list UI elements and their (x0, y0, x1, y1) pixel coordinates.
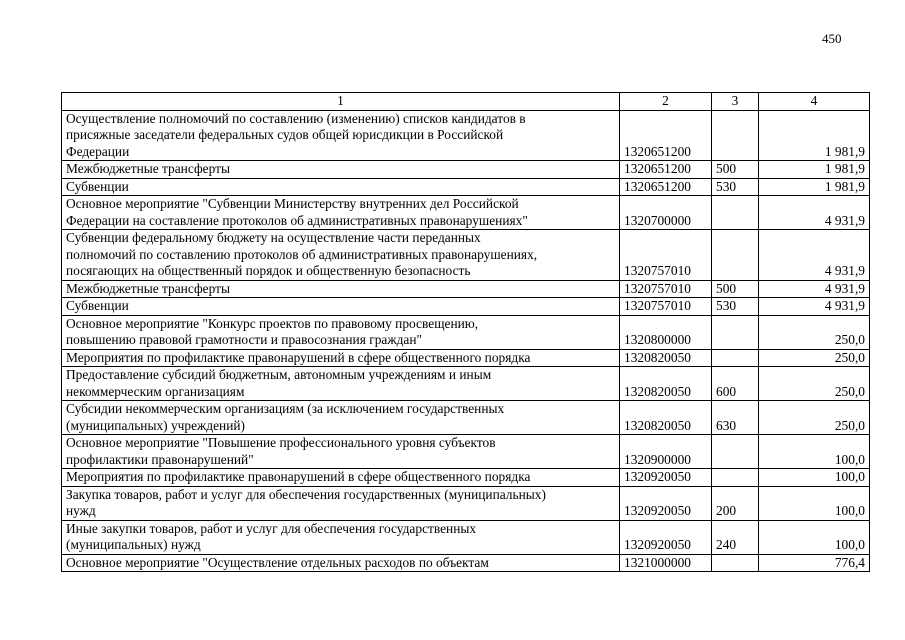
row-type (712, 110, 759, 161)
row-amount: 4 931,9 (759, 196, 870, 230)
row-amount: 4 931,9 (759, 230, 870, 281)
header-col-2: 2 (620, 93, 712, 111)
table-row (62, 554, 870, 572)
row-amount: 100,0 (759, 469, 870, 487)
row-amount: 250,0 (759, 401, 870, 435)
table-row (62, 315, 870, 349)
row-name: Субвенции (62, 298, 620, 316)
row-name: Субсидии некоммерческим организациям (за исключением государственных (муниципальных) учреждений) (62, 401, 620, 435)
row-code: 1320757010 (620, 280, 712, 298)
row-amount: 100,0 (759, 520, 870, 554)
table-row (62, 110, 870, 161)
budget-table (61, 92, 870, 572)
row-code: 1320651200 (620, 161, 712, 179)
row-type (712, 196, 759, 230)
row-code: 1320920050 (620, 469, 712, 487)
row-amount: 1 981,9 (759, 178, 870, 196)
row-amount: 100,0 (759, 435, 870, 469)
row-type: 500 (712, 280, 759, 298)
row-type: 630 (712, 401, 759, 435)
row-type (712, 469, 759, 487)
row-type (712, 230, 759, 281)
row-name: Закупка товаров, работ и услуг для обеспечения государственных (муниципальных) нужд (62, 486, 620, 520)
row-name: Основное мероприятие "Субвенции Министерству внутренних дел Российской Федерации на составление протоколов об административных правонарушениях" (62, 196, 620, 230)
row-code: 1320800000 (620, 315, 712, 349)
row-type (712, 435, 759, 469)
row-code: 1320900000 (620, 435, 712, 469)
table-row (62, 178, 870, 196)
row-amount: 250,0 (759, 367, 870, 401)
row-name: Основное мероприятие "Повышение профессионального уровня субъектов профилактики правонарушений" (62, 435, 620, 469)
row-name: Субвенции федеральному бюджету на осуществление части переданных полномочий по составлению протоколов об административных правонарушениях, посягающих на общественный порядок и общественную безопасность (62, 230, 620, 281)
row-code: 1320757010 (620, 230, 712, 281)
row-code: 1320651200 (620, 178, 712, 196)
row-code: 1320820050 (620, 401, 712, 435)
row-amount: 250,0 (759, 349, 870, 367)
table-row (62, 196, 870, 230)
row-code: 1320920050 (620, 486, 712, 520)
row-name: Мероприятия по профилактике правонарушений в сфере общественного порядка (62, 469, 620, 487)
header-col-3: 3 (712, 93, 759, 111)
table-row (62, 469, 870, 487)
table-row (62, 435, 870, 469)
row-type (712, 554, 759, 572)
row-code: 1320820050 (620, 349, 712, 367)
row-name: Субвенции (62, 178, 620, 196)
row-amount: 1 981,9 (759, 110, 870, 161)
row-code: 1320651200 (620, 110, 712, 161)
row-amount: 776,4 (759, 554, 870, 572)
row-type: 200 (712, 486, 759, 520)
page-number: 450 (822, 31, 842, 46)
table-row (62, 401, 870, 435)
header-col-1: 1 (62, 93, 620, 111)
row-code: 1320757010 (620, 298, 712, 316)
table-row (62, 349, 870, 367)
row-type (712, 349, 759, 367)
row-code: 1321000000 (620, 554, 712, 572)
table-header-row (62, 93, 870, 111)
row-name: Предоставление субсидий бюджетным, автономным учреждениям и иным некоммерческим организациям (62, 367, 620, 401)
table-row (62, 230, 870, 281)
row-type (712, 315, 759, 349)
row-type: 500 (712, 161, 759, 179)
row-amount: 250,0 (759, 315, 870, 349)
row-type: 600 (712, 367, 759, 401)
table-row (62, 486, 870, 520)
table-row (62, 298, 870, 316)
table-row (62, 520, 870, 554)
row-name: Основное мероприятие "Конкурс проектов по правовому просвещению, повышению правовой грамотности и правосознания граждан" (62, 315, 620, 349)
row-type: 240 (712, 520, 759, 554)
table-row (62, 161, 870, 179)
row-amount: 4 931,9 (759, 280, 870, 298)
row-name: Межбюджетные трансферты (62, 161, 620, 179)
row-name: Мероприятия по профилактике правонарушений в сфере общественного порядка (62, 349, 620, 367)
table-row (62, 367, 870, 401)
row-code: 1320820050 (620, 367, 712, 401)
row-amount: 100,0 (759, 486, 870, 520)
row-name: Иные закупки товаров, работ и услуг для обеспечения государственных (муниципальных) нужд (62, 520, 620, 554)
row-type: 530 (712, 178, 759, 196)
row-type: 530 (712, 298, 759, 316)
row-code: 1320920050 (620, 520, 712, 554)
row-name: Осуществление полномочий по составлению (изменению) списков кандидатов в присяжные заседатели федеральных судов общей юрисдикции в Российской Федерации (62, 110, 620, 161)
row-amount: 4 931,9 (759, 298, 870, 316)
row-code: 1320700000 (620, 196, 712, 230)
table-row (62, 280, 870, 298)
header-col-4: 4 (759, 93, 870, 111)
row-name: Межбюджетные трансферты (62, 280, 620, 298)
row-amount: 1 981,9 (759, 161, 870, 179)
row-name: Основное мероприятие "Осуществление отдельных расходов по объектам (62, 554, 620, 572)
